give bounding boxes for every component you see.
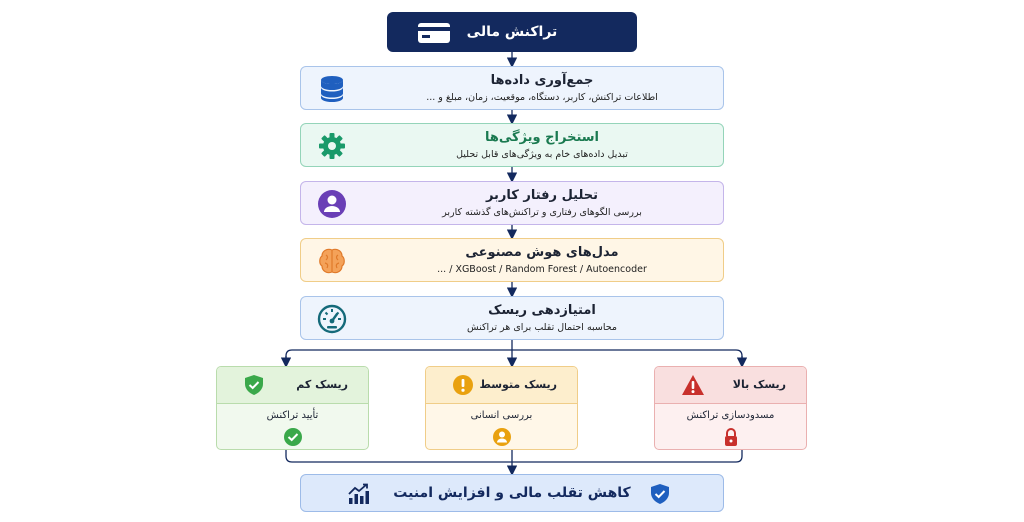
merge-bar <box>286 450 742 462</box>
warning-triangle-icon <box>681 374 705 396</box>
risk-low-action: تأیید تراکنش <box>266 410 319 421</box>
final-outcome-box <box>300 474 724 512</box>
risk-mid-action: بررسی انسانی <box>470 410 533 421</box>
growth-chart-icon <box>347 483 371 505</box>
risk-high-header <box>655 367 806 404</box>
step-title: جمع‌آوری داده‌ها <box>490 73 594 88</box>
step-description: محاسبه احتمال تقلب برای هر تراکنش <box>467 322 617 333</box>
step-description: تبدیل داده‌های خام به ویژگی‌های قابل تحلیل <box>456 149 628 160</box>
check-circle-icon <box>283 427 303 447</box>
risk-low-box <box>216 366 369 450</box>
step-description: XGBoost / Random Forest / Autoencoder / ... <box>437 264 647 275</box>
title-box <box>387 12 637 52</box>
user-icon <box>317 189 347 219</box>
title-text: تراکنش مالی <box>466 24 558 40</box>
lock-icon <box>721 427 741 447</box>
step-title: استخراج ویژگی‌ها <box>484 130 599 145</box>
risk-mid-box <box>425 366 578 450</box>
step-risk-scoring <box>300 296 724 340</box>
warning-circle-icon <box>452 374 474 396</box>
step-title: امتیازدهی ریسک <box>488 303 596 318</box>
risk-high-label: ریسک بالا <box>732 378 786 391</box>
risk-high-box <box>654 366 807 450</box>
step-ai-models <box>300 238 724 282</box>
risk-mid-header <box>426 367 577 404</box>
branch-bar <box>286 350 742 364</box>
step-data-collection <box>300 66 724 110</box>
credit-card-icon <box>417 22 451 44</box>
database-icon <box>317 74 347 104</box>
risk-low-header <box>217 367 368 404</box>
person-circle-icon <box>492 427 512 447</box>
step-description: بررسی الگوهای رفتاری و تراکنش‌های گذشته کاربر <box>442 207 642 218</box>
step-description: اطلاعات تراکنش، کاربر، دستگاه، موقعیت، زمان، مبلغ و ... <box>426 92 658 103</box>
risk-high-action: مسدودسازی تراکنش <box>686 410 775 421</box>
step-feature-extraction <box>300 123 724 167</box>
shield-check-icon <box>649 483 671 505</box>
step-user-behavior <box>300 181 724 225</box>
step-title: مدل‌های هوش مصنوعی <box>465 245 619 260</box>
risk-low-label: ریسک کم <box>296 378 348 391</box>
shield-check-icon <box>243 374 265 396</box>
risk-mid-label: ریسک متوسط <box>479 378 557 391</box>
speedometer-icon <box>317 304 347 334</box>
brain-icon <box>317 246 347 276</box>
gear-icon <box>317 131 347 161</box>
final-outcome-label: کاهش تقلب مالی و افزایش امنیت <box>393 485 631 501</box>
step-title: تحلیل رفتار کاربر <box>485 188 599 203</box>
